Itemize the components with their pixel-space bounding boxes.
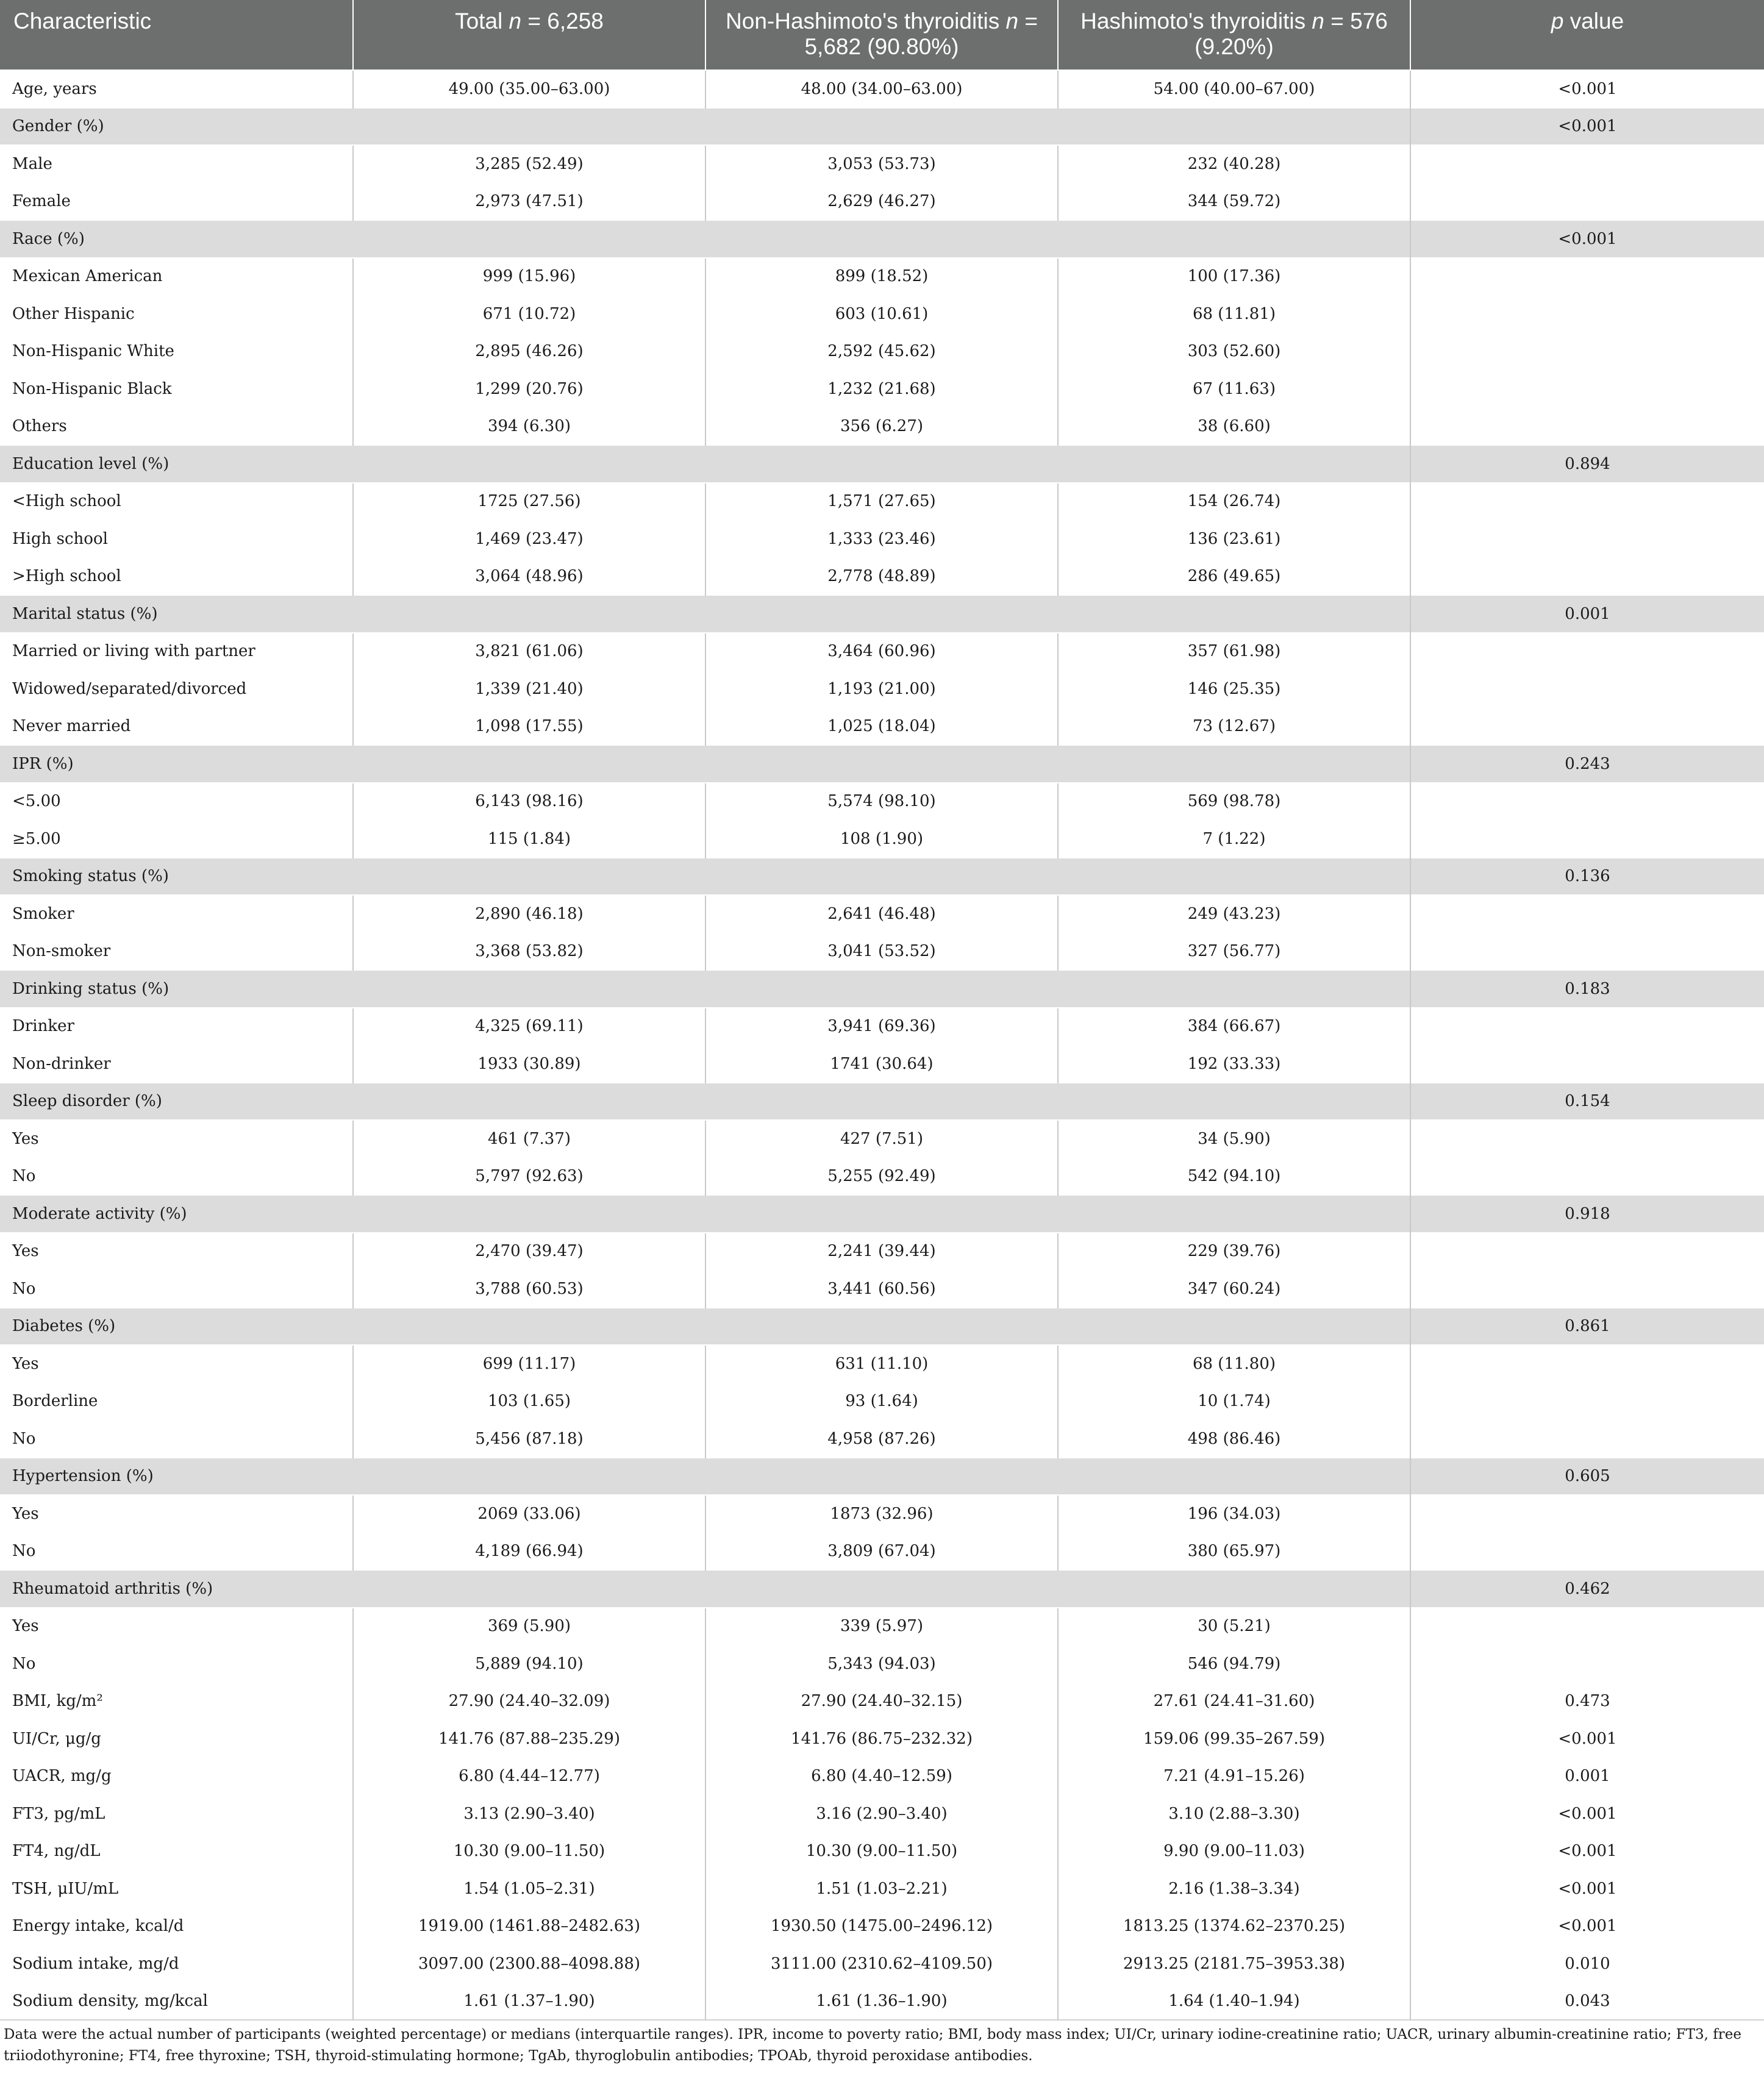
row-label: Rheumatoid arthritis (%) bbox=[0, 1570, 353, 1608]
cell-hashimoto: 357 (61.98) bbox=[1058, 633, 1410, 671]
row-label: Race (%) bbox=[0, 220, 353, 258]
cell-hashimoto: 303 (52.60) bbox=[1058, 333, 1410, 371]
row-label: Female bbox=[0, 183, 353, 221]
cell-p-value: 0.918 bbox=[1410, 1195, 1764, 1233]
header-non-hashimoto: Non-Hashimoto's thyroiditis n = 5,682 (90.80%) bbox=[705, 0, 1058, 70]
table-row bbox=[0, 1870, 1764, 1908]
table-row bbox=[0, 1758, 1764, 1796]
cell-p-value bbox=[1410, 1270, 1764, 1308]
header-row bbox=[0, 0, 1764, 70]
cell-hashimoto: 327 (56.77) bbox=[1058, 933, 1410, 971]
cell-non-hashimoto: 141.76 (86.75–232.32) bbox=[705, 1720, 1058, 1758]
group-spacer bbox=[353, 1308, 1410, 1346]
cell-total: 1725 (27.56) bbox=[353, 483, 705, 521]
row-label: Marital status (%) bbox=[0, 595, 353, 633]
cell-non-hashimoto: 3.16 (2.90–3.40) bbox=[705, 1795, 1058, 1833]
cell-p-value: <0.001 bbox=[1410, 108, 1764, 146]
table-row bbox=[0, 1908, 1764, 1946]
row-label: Age, years bbox=[0, 70, 353, 108]
group-spacer bbox=[353, 220, 1410, 258]
row-label: TSH, μIU/mL bbox=[0, 1870, 353, 1908]
cell-p-value bbox=[1410, 408, 1764, 446]
table-row bbox=[0, 145, 1764, 183]
cell-non-hashimoto: 1930.50 (1475.00–2496.12) bbox=[705, 1908, 1058, 1946]
cell-total: 999 (15.96) bbox=[353, 258, 705, 296]
cell-hashimoto: 1813.25 (1374.62–2370.25) bbox=[1058, 1908, 1410, 1946]
row-label: Other Hispanic bbox=[0, 295, 353, 333]
cell-p-value bbox=[1410, 258, 1764, 296]
group-spacer bbox=[353, 1570, 1410, 1608]
group-spacer bbox=[353, 745, 1410, 783]
cell-hashimoto: 68 (11.80) bbox=[1058, 1345, 1410, 1383]
row-label: Smoking status (%) bbox=[0, 858, 353, 896]
cell-p-value bbox=[1410, 1495, 1764, 1533]
row-label: No bbox=[0, 1533, 353, 1571]
table-row bbox=[0, 370, 1764, 408]
table-row bbox=[0, 1645, 1764, 1683]
table-row bbox=[0, 1008, 1764, 1046]
cell-total: 5,889 (94.10) bbox=[353, 1645, 705, 1683]
cell-p-value: <0.001 bbox=[1410, 1720, 1764, 1758]
row-label: Energy intake, kcal/d bbox=[0, 1908, 353, 1946]
header-characteristic: Characteristic bbox=[0, 0, 353, 70]
table-row bbox=[0, 1833, 1764, 1871]
cell-hashimoto: 229 (39.76) bbox=[1058, 1233, 1410, 1271]
cell-non-hashimoto: 1,232 (21.68) bbox=[705, 370, 1058, 408]
table-body bbox=[0, 70, 1764, 2020]
row-label: Non-Hispanic Black bbox=[0, 370, 353, 408]
cell-total: 1.54 (1.05–2.31) bbox=[353, 1870, 705, 1908]
cell-p-value: <0.001 bbox=[1410, 1795, 1764, 1833]
row-label: Sodium density, mg/kcal bbox=[0, 1983, 353, 2021]
table-row bbox=[0, 820, 1764, 858]
cell-hashimoto: 146 (25.35) bbox=[1058, 670, 1410, 708]
cell-total: 2,895 (46.26) bbox=[353, 333, 705, 371]
row-label: Others bbox=[0, 408, 353, 446]
cell-hashimoto: 2913.25 (2181.75–3953.38) bbox=[1058, 1945, 1410, 1983]
cell-total: 3,368 (53.82) bbox=[353, 933, 705, 971]
cell-total: 49.00 (35.00–63.00) bbox=[353, 70, 705, 108]
cell-p-value bbox=[1410, 520, 1764, 558]
table-row bbox=[0, 1233, 1764, 1271]
cell-p-value: <0.001 bbox=[1410, 1870, 1764, 1908]
cell-total: 3,064 (48.96) bbox=[353, 558, 705, 596]
table-row bbox=[0, 1420, 1764, 1458]
cell-non-hashimoto: 1.51 (1.03–2.21) bbox=[705, 1870, 1058, 1908]
table-row bbox=[0, 183, 1764, 221]
table-row bbox=[0, 670, 1764, 708]
table-row bbox=[0, 1720, 1764, 1758]
row-label: UI/Cr, μg/g bbox=[0, 1720, 353, 1758]
cell-non-hashimoto: 3,941 (69.36) bbox=[705, 1008, 1058, 1046]
row-label: ≥5.00 bbox=[0, 820, 353, 858]
cell-p-value bbox=[1410, 183, 1764, 221]
cell-total: 1,299 (20.76) bbox=[353, 370, 705, 408]
cell-total: 1919.00 (1461.88–2482.63) bbox=[353, 1908, 705, 1946]
cell-non-hashimoto: 1,333 (23.46) bbox=[705, 520, 1058, 558]
group-header-row bbox=[0, 1570, 1764, 1608]
row-label: UACR, mg/g bbox=[0, 1758, 353, 1796]
cell-p-value: 0.473 bbox=[1410, 1683, 1764, 1721]
cell-p-value: 0.861 bbox=[1410, 1308, 1764, 1346]
row-label: Education level (%) bbox=[0, 445, 353, 483]
cell-total: 27.90 (24.40–32.09) bbox=[353, 1683, 705, 1721]
table-row bbox=[0, 1495, 1764, 1533]
cell-total: 4,325 (69.11) bbox=[353, 1008, 705, 1046]
cell-p-value: 0.154 bbox=[1410, 1083, 1764, 1121]
row-label: Yes bbox=[0, 1233, 353, 1271]
cell-non-hashimoto: 1,025 (18.04) bbox=[705, 708, 1058, 746]
cell-total: 6,143 (98.16) bbox=[353, 783, 705, 821]
cell-hashimoto: 154 (26.74) bbox=[1058, 483, 1410, 521]
cell-non-hashimoto: 2,641 (46.48) bbox=[705, 895, 1058, 933]
row-label: Drinker bbox=[0, 1008, 353, 1046]
cell-p-value bbox=[1410, 1045, 1764, 1083]
cell-total: 141.76 (87.88–235.29) bbox=[353, 1720, 705, 1758]
cell-non-hashimoto: 899 (18.52) bbox=[705, 258, 1058, 296]
cell-total: 3,285 (52.49) bbox=[353, 145, 705, 183]
cell-hashimoto: 546 (94.79) bbox=[1058, 1645, 1410, 1683]
row-label: High school bbox=[0, 520, 353, 558]
row-label: Diabetes (%) bbox=[0, 1308, 353, 1346]
table-row bbox=[0, 70, 1764, 108]
row-label: Never married bbox=[0, 708, 353, 746]
cell-total: 3.13 (2.90–3.40) bbox=[353, 1795, 705, 1833]
cell-total: 2,890 (46.18) bbox=[353, 895, 705, 933]
cell-p-value: <0.001 bbox=[1410, 220, 1764, 258]
group-spacer bbox=[353, 1458, 1410, 1496]
table-row bbox=[0, 520, 1764, 558]
cell-hashimoto: 68 (11.81) bbox=[1058, 295, 1410, 333]
row-label: Yes bbox=[0, 1495, 353, 1533]
cell-p-value bbox=[1410, 1345, 1764, 1383]
group-spacer bbox=[353, 445, 1410, 483]
cell-hashimoto: 9.90 (9.00–11.03) bbox=[1058, 1833, 1410, 1871]
row-label: Non-Hispanic White bbox=[0, 333, 353, 371]
cell-hashimoto: 34 (5.90) bbox=[1058, 1120, 1410, 1158]
cell-p-value: 0.243 bbox=[1410, 745, 1764, 783]
group-header-row bbox=[0, 1458, 1764, 1496]
group-spacer bbox=[353, 108, 1410, 146]
cell-hashimoto: 1.64 (1.40–1.94) bbox=[1058, 1983, 1410, 2021]
row-label: Sodium intake, mg/d bbox=[0, 1945, 353, 1983]
group-header-row bbox=[0, 220, 1764, 258]
cell-hashimoto: 498 (86.46) bbox=[1058, 1420, 1410, 1458]
row-label: Yes bbox=[0, 1345, 353, 1383]
cell-total: 2,470 (39.47) bbox=[353, 1233, 705, 1271]
cell-non-hashimoto: 603 (10.61) bbox=[705, 295, 1058, 333]
cell-non-hashimoto: 3,041 (53.52) bbox=[705, 933, 1058, 971]
cell-p-value: 0.462 bbox=[1410, 1570, 1764, 1608]
cell-hashimoto: 232 (40.28) bbox=[1058, 145, 1410, 183]
cell-total: 5,456 (87.18) bbox=[353, 1420, 705, 1458]
table-row bbox=[0, 558, 1764, 596]
cell-hashimoto: 192 (33.33) bbox=[1058, 1045, 1410, 1083]
table-row bbox=[0, 1045, 1764, 1083]
row-label: Drinking status (%) bbox=[0, 970, 353, 1008]
cell-hashimoto: 159.06 (99.35–267.59) bbox=[1058, 1720, 1410, 1758]
cell-p-value: 0.605 bbox=[1410, 1458, 1764, 1496]
cell-hashimoto: 38 (6.60) bbox=[1058, 408, 1410, 446]
cell-total: 1,469 (23.47) bbox=[353, 520, 705, 558]
cell-hashimoto: 67 (11.63) bbox=[1058, 370, 1410, 408]
row-label: <5.00 bbox=[0, 783, 353, 821]
cell-p-value bbox=[1410, 370, 1764, 408]
cell-p-value: 0.010 bbox=[1410, 1945, 1764, 1983]
cell-total: 3097.00 (2300.88–4098.88) bbox=[353, 1945, 705, 1983]
cell-total: 2069 (33.06) bbox=[353, 1495, 705, 1533]
cell-non-hashimoto: 356 (6.27) bbox=[705, 408, 1058, 446]
cell-p-value bbox=[1410, 783, 1764, 821]
cell-p-value bbox=[1410, 1233, 1764, 1271]
cell-total: 1933 (30.89) bbox=[353, 1045, 705, 1083]
cell-hashimoto: 249 (43.23) bbox=[1058, 895, 1410, 933]
row-label: >High school bbox=[0, 558, 353, 596]
header-p-value: p value bbox=[1410, 0, 1764, 70]
table-row bbox=[0, 1383, 1764, 1421]
cell-p-value: <0.001 bbox=[1410, 1908, 1764, 1946]
cell-p-value: 0.894 bbox=[1410, 445, 1764, 483]
cell-total: 671 (10.72) bbox=[353, 295, 705, 333]
cell-non-hashimoto: 1,193 (21.00) bbox=[705, 670, 1058, 708]
group-header-row bbox=[0, 858, 1764, 896]
cell-non-hashimoto: 10.30 (9.00–11.50) bbox=[705, 1833, 1058, 1871]
group-header-row bbox=[0, 745, 1764, 783]
group-header-row bbox=[0, 1308, 1764, 1346]
cell-hashimoto: 380 (65.97) bbox=[1058, 1533, 1410, 1571]
cell-non-hashimoto: 427 (7.51) bbox=[705, 1120, 1058, 1158]
cell-hashimoto: 569 (98.78) bbox=[1058, 783, 1410, 821]
row-label: IPR (%) bbox=[0, 745, 353, 783]
group-header-row bbox=[0, 1083, 1764, 1121]
cell-total: 3,788 (60.53) bbox=[353, 1270, 705, 1308]
cell-total: 6.80 (4.44–12.77) bbox=[353, 1758, 705, 1796]
cell-p-value bbox=[1410, 1158, 1764, 1196]
cell-p-value bbox=[1410, 1645, 1764, 1683]
cell-p-value bbox=[1410, 895, 1764, 933]
cell-total: 10.30 (9.00–11.50) bbox=[353, 1833, 705, 1871]
row-label: Yes bbox=[0, 1608, 353, 1646]
table-row bbox=[0, 1795, 1764, 1833]
group-header-row bbox=[0, 970, 1764, 1008]
cell-p-value: 0.043 bbox=[1410, 1983, 1764, 2021]
group-header-row bbox=[0, 1195, 1764, 1233]
cell-non-hashimoto: 48.00 (34.00–63.00) bbox=[705, 70, 1058, 108]
cell-p-value: 0.183 bbox=[1410, 970, 1764, 1008]
cell-p-value bbox=[1410, 483, 1764, 521]
cell-non-hashimoto: 631 (11.10) bbox=[705, 1345, 1058, 1383]
cell-p-value bbox=[1410, 1008, 1764, 1046]
cell-non-hashimoto: 3,053 (53.73) bbox=[705, 145, 1058, 183]
row-label: Male bbox=[0, 145, 353, 183]
row-label: Borderline bbox=[0, 1383, 353, 1421]
cell-p-value: 0.136 bbox=[1410, 858, 1764, 896]
group-spacer bbox=[353, 970, 1410, 1008]
cell-p-value bbox=[1410, 1420, 1764, 1458]
cell-hashimoto: 136 (23.61) bbox=[1058, 520, 1410, 558]
row-label: Widowed/separated/divorced bbox=[0, 670, 353, 708]
cell-hashimoto: 27.61 (24.41–31.60) bbox=[1058, 1683, 1410, 1721]
cell-hashimoto: 344 (59.72) bbox=[1058, 183, 1410, 221]
header-total: Total n = 6,258 bbox=[353, 0, 705, 70]
table-row bbox=[0, 895, 1764, 933]
cell-total: 1,098 (17.55) bbox=[353, 708, 705, 746]
row-label: Yes bbox=[0, 1120, 353, 1158]
table-footnote: Data were the actual number of participants (weighted percentage) or medians (interquartile ranges). IPR, income to poverty ratio; BMI, body mass index; UI/Cr, urinary iodine-creatinine ratio; UACR, urinary albumin-creatinine ratio; FT3, free triiodothyronine; FT4, free thyroxine; TSH, thyroid-stimulating hormone; TgAb, thyroglobulin antibodies; TPOAb, thyroid peroxidase antibodies. bbox=[4, 2027, 1742, 2064]
cell-total: 115 (1.84) bbox=[353, 820, 705, 858]
table-row bbox=[0, 1945, 1764, 1983]
row-label: No bbox=[0, 1645, 353, 1683]
cell-p-value: <0.001 bbox=[1410, 1833, 1764, 1871]
cell-p-value bbox=[1410, 1533, 1764, 1571]
cell-non-hashimoto: 3,464 (60.96) bbox=[705, 633, 1058, 671]
cell-p-value bbox=[1410, 1383, 1764, 1421]
table-row bbox=[0, 258, 1764, 296]
cell-non-hashimoto: 108 (1.90) bbox=[705, 820, 1058, 858]
cell-non-hashimoto: 5,574 (98.10) bbox=[705, 783, 1058, 821]
cell-total: 1,339 (21.40) bbox=[353, 670, 705, 708]
table-row bbox=[0, 1345, 1764, 1383]
row-label: BMI, kg/m² bbox=[0, 1683, 353, 1721]
cell-non-hashimoto: 2,241 (39.44) bbox=[705, 1233, 1058, 1271]
cell-non-hashimoto: 1873 (32.96) bbox=[705, 1495, 1058, 1533]
cell-p-value: 0.001 bbox=[1410, 595, 1764, 633]
row-label: FT4, ng/dL bbox=[0, 1833, 353, 1871]
cell-non-hashimoto: 2,592 (45.62) bbox=[705, 333, 1058, 371]
cell-non-hashimoto: 27.90 (24.40–32.15) bbox=[705, 1683, 1058, 1721]
cell-total: 369 (5.90) bbox=[353, 1608, 705, 1646]
table-row bbox=[0, 933, 1764, 971]
group-spacer bbox=[353, 1195, 1410, 1233]
cell-total: 1.61 (1.37–1.90) bbox=[353, 1983, 705, 2021]
cell-non-hashimoto: 2,778 (48.89) bbox=[705, 558, 1058, 596]
cell-total: 394 (6.30) bbox=[353, 408, 705, 446]
row-label: Mexican American bbox=[0, 258, 353, 296]
group-header-row bbox=[0, 595, 1764, 633]
header-hashimoto: Hashimoto's thyroiditis n = 576 (9.20%) bbox=[1058, 0, 1410, 70]
table-row bbox=[0, 633, 1764, 671]
table-row bbox=[0, 708, 1764, 746]
cell-total: 461 (7.37) bbox=[353, 1120, 705, 1158]
cell-hashimoto: 7.21 (4.91–15.26) bbox=[1058, 1758, 1410, 1796]
cell-non-hashimoto: 339 (5.97) bbox=[705, 1608, 1058, 1646]
group-spacer bbox=[353, 1083, 1410, 1121]
cell-p-value bbox=[1410, 1120, 1764, 1158]
table-row bbox=[0, 295, 1764, 333]
cell-hashimoto: 30 (5.21) bbox=[1058, 1608, 1410, 1646]
row-label: <High school bbox=[0, 483, 353, 521]
cell-p-value bbox=[1410, 558, 1764, 596]
table-row bbox=[0, 1683, 1764, 1721]
cell-hashimoto: 384 (66.67) bbox=[1058, 1008, 1410, 1046]
cell-non-hashimoto: 3,809 (67.04) bbox=[705, 1533, 1058, 1571]
row-label: Gender (%) bbox=[0, 108, 353, 146]
cell-hashimoto: 3.10 (2.88–3.30) bbox=[1058, 1795, 1410, 1833]
row-label: Hypertension (%) bbox=[0, 1458, 353, 1496]
group-header-row bbox=[0, 108, 1764, 146]
cell-p-value bbox=[1410, 708, 1764, 746]
cell-total: 4,189 (66.94) bbox=[353, 1533, 705, 1571]
cell-non-hashimoto: 1.61 (1.36–1.90) bbox=[705, 1983, 1058, 2021]
row-label: Sleep disorder (%) bbox=[0, 1083, 353, 1121]
cell-p-value bbox=[1410, 633, 1764, 671]
row-label: FT3, pg/mL bbox=[0, 1795, 353, 1833]
cell-hashimoto: 542 (94.10) bbox=[1058, 1158, 1410, 1196]
cell-non-hashimoto: 1,571 (27.65) bbox=[705, 483, 1058, 521]
cell-total: 699 (11.17) bbox=[353, 1345, 705, 1383]
table-row bbox=[0, 1533, 1764, 1571]
cell-hashimoto: 54.00 (40.00–67.00) bbox=[1058, 70, 1410, 108]
cell-non-hashimoto: 3,441 (60.56) bbox=[705, 1270, 1058, 1308]
cell-hashimoto: 196 (34.03) bbox=[1058, 1495, 1410, 1533]
cell-p-value: <0.001 bbox=[1410, 70, 1764, 108]
cell-total: 5,797 (92.63) bbox=[353, 1158, 705, 1196]
cell-non-hashimoto: 5,343 (94.03) bbox=[705, 1645, 1058, 1683]
row-label: No bbox=[0, 1420, 353, 1458]
row-label: Moderate activity (%) bbox=[0, 1195, 353, 1233]
cell-p-value bbox=[1410, 820, 1764, 858]
table-row bbox=[0, 483, 1764, 521]
cell-p-value: 0.001 bbox=[1410, 1758, 1764, 1796]
table-row bbox=[0, 408, 1764, 446]
cell-hashimoto: 7 (1.22) bbox=[1058, 820, 1410, 858]
cell-p-value bbox=[1410, 933, 1764, 971]
cell-hashimoto: 100 (17.36) bbox=[1058, 258, 1410, 296]
cell-non-hashimoto: 5,255 (92.49) bbox=[705, 1158, 1058, 1196]
cell-hashimoto: 2.16 (1.38–3.34) bbox=[1058, 1870, 1410, 1908]
cell-hashimoto: 286 (49.65) bbox=[1058, 558, 1410, 596]
cell-p-value bbox=[1410, 145, 1764, 183]
row-label: Married or living with partner bbox=[0, 633, 353, 671]
table-row bbox=[0, 1608, 1764, 1646]
cell-hashimoto: 347 (60.24) bbox=[1058, 1270, 1410, 1308]
cell-hashimoto: 73 (12.67) bbox=[1058, 708, 1410, 746]
table-row bbox=[0, 1270, 1764, 1308]
group-spacer bbox=[353, 858, 1410, 896]
group-spacer bbox=[353, 595, 1410, 633]
cell-p-value bbox=[1410, 295, 1764, 333]
cell-total: 3,821 (61.06) bbox=[353, 633, 705, 671]
cell-non-hashimoto: 3111.00 (2310.62–4109.50) bbox=[705, 1945, 1058, 1983]
cell-total: 2,973 (47.51) bbox=[353, 183, 705, 221]
cell-non-hashimoto: 6.80 (4.40–12.59) bbox=[705, 1758, 1058, 1796]
table-row bbox=[0, 1983, 1764, 2021]
row-label: Non-drinker bbox=[0, 1045, 353, 1083]
cell-p-value bbox=[1410, 1608, 1764, 1646]
cell-total: 103 (1.65) bbox=[353, 1383, 705, 1421]
row-label: Smoker bbox=[0, 895, 353, 933]
group-header-row bbox=[0, 445, 1764, 483]
cell-p-value bbox=[1410, 333, 1764, 371]
cell-non-hashimoto: 4,958 (87.26) bbox=[705, 1420, 1058, 1458]
cell-non-hashimoto: 1741 (30.64) bbox=[705, 1045, 1058, 1083]
table-row bbox=[0, 1158, 1764, 1196]
cell-non-hashimoto: 93 (1.64) bbox=[705, 1383, 1058, 1421]
table-row bbox=[0, 783, 1764, 821]
cell-non-hashimoto: 2,629 (46.27) bbox=[705, 183, 1058, 221]
row-label: No bbox=[0, 1270, 353, 1308]
row-label: Non-smoker bbox=[0, 933, 353, 971]
cell-hashimoto: 10 (1.74) bbox=[1058, 1383, 1410, 1421]
cell-p-value bbox=[1410, 670, 1764, 708]
row-label: No bbox=[0, 1158, 353, 1196]
table-row bbox=[0, 1120, 1764, 1158]
table-row bbox=[0, 333, 1764, 371]
